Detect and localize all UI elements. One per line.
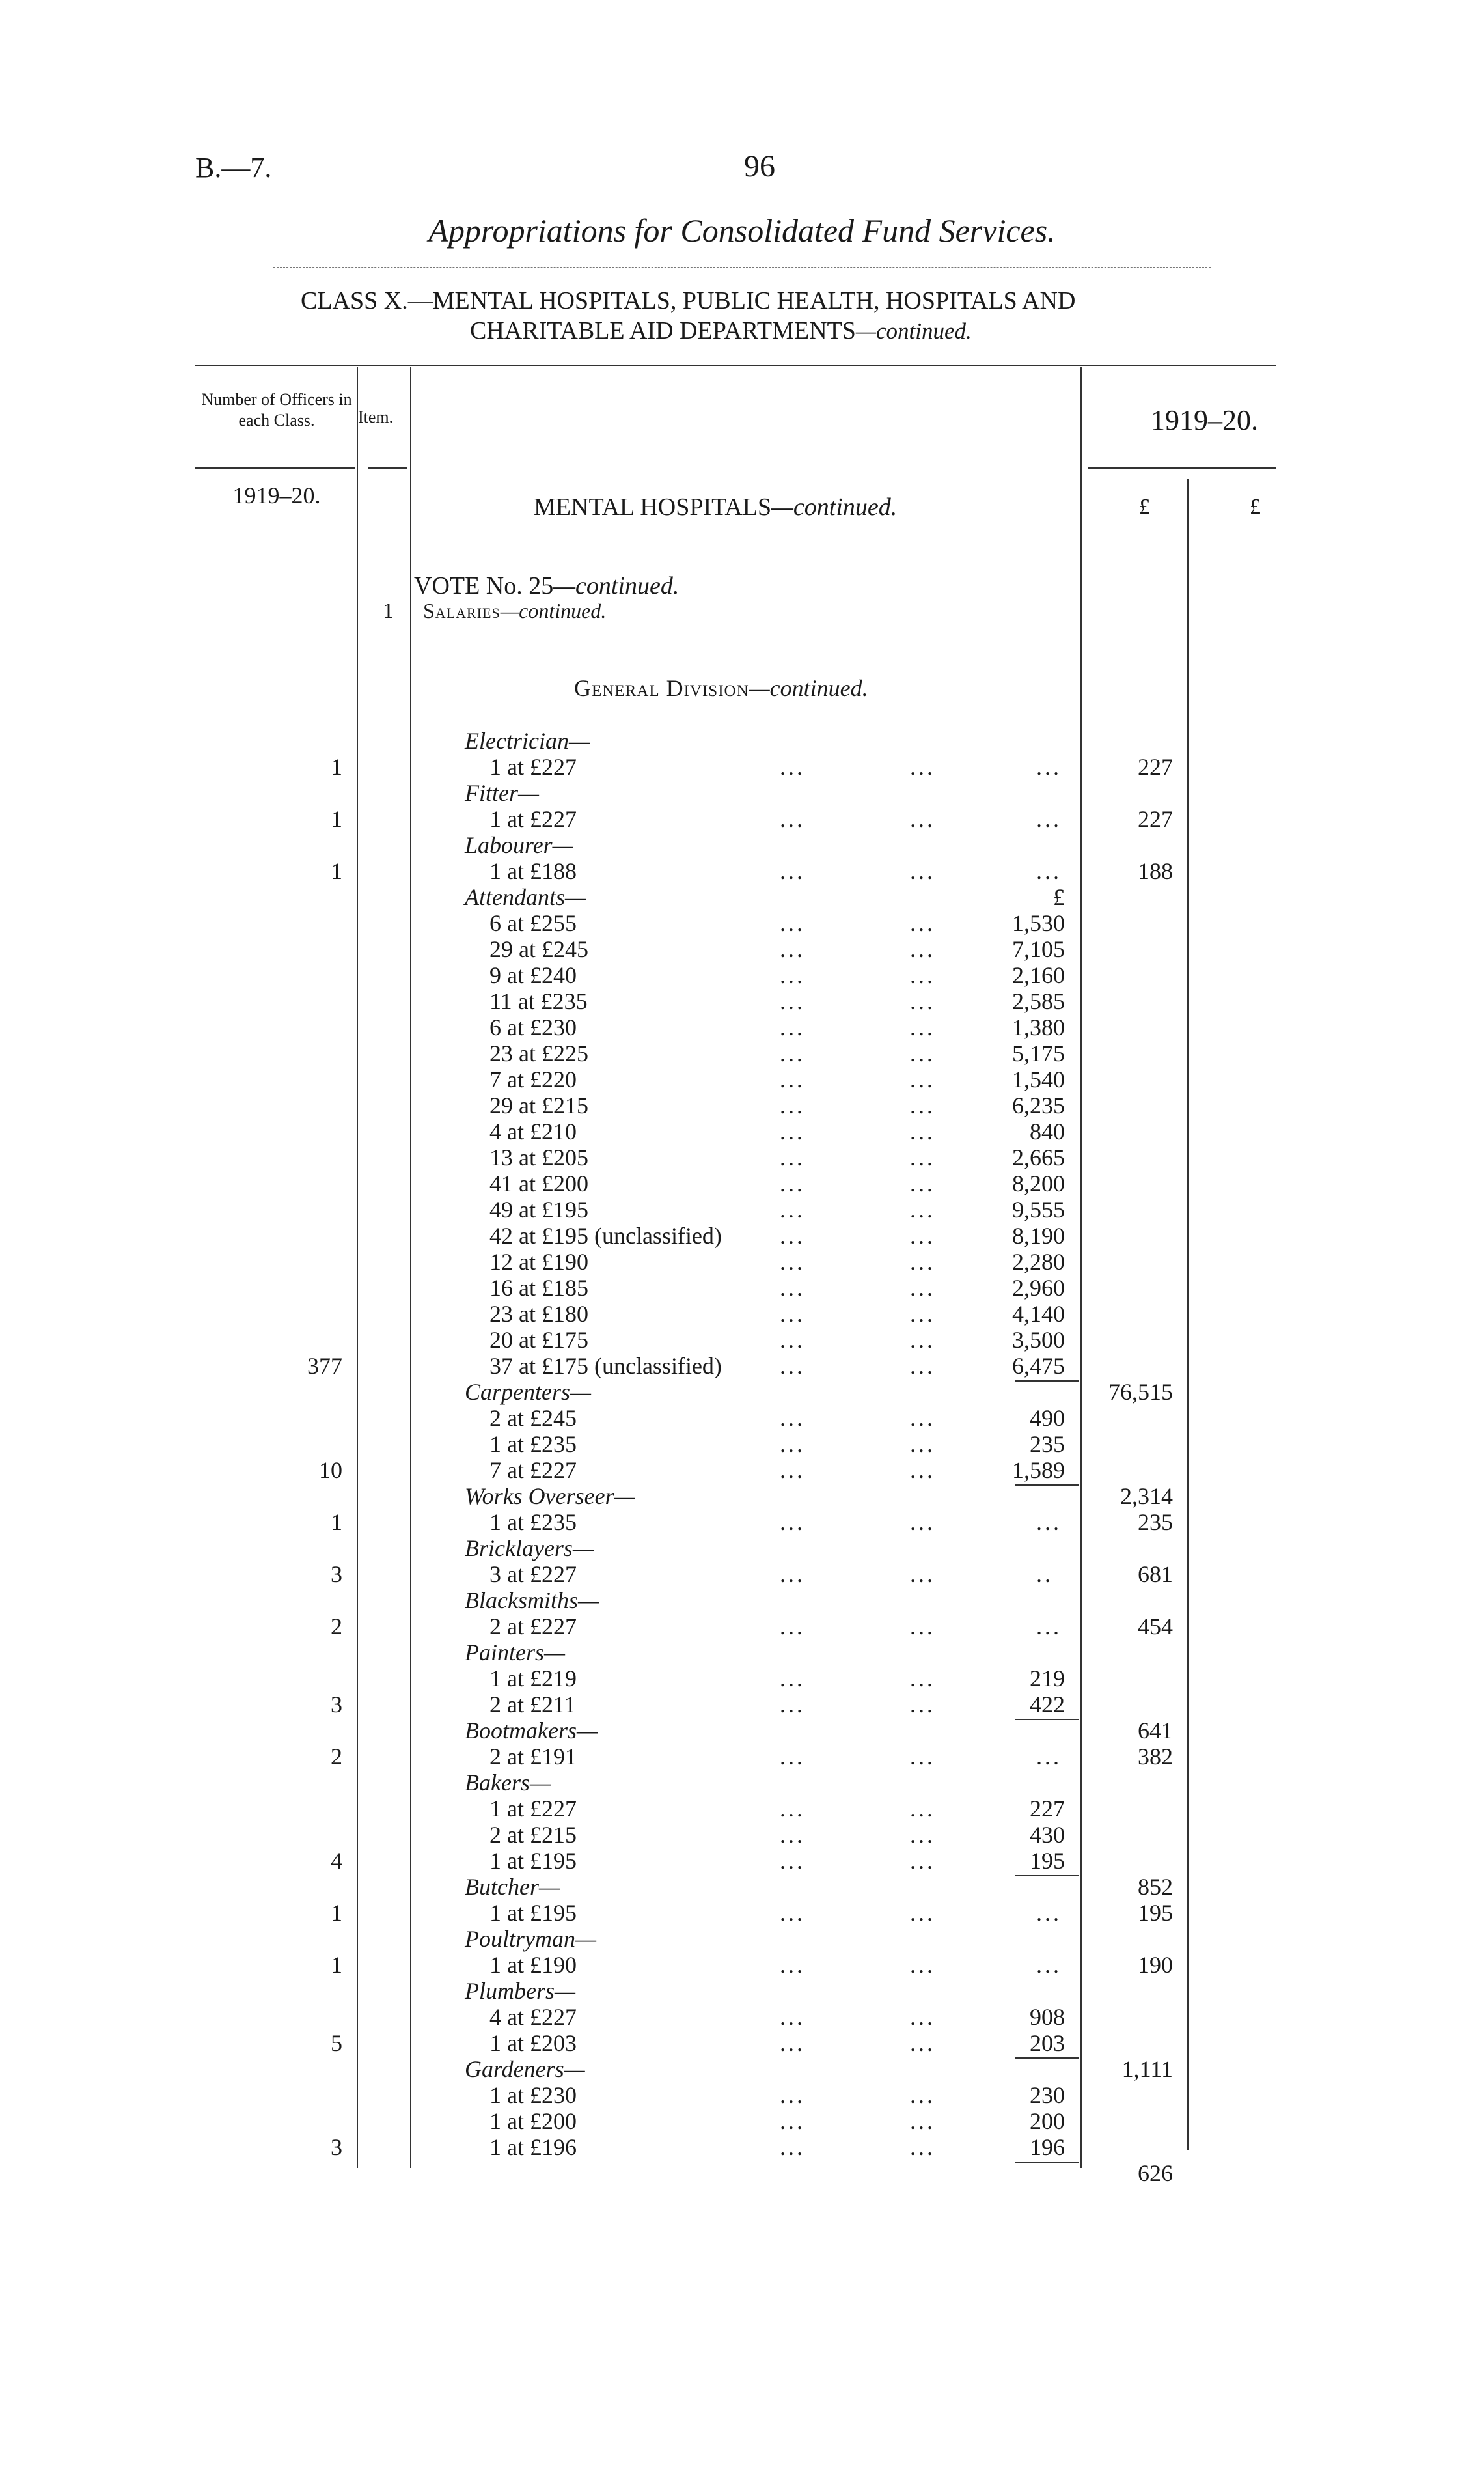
officer-count: 1: [331, 754, 342, 780]
leader-dots: ...: [910, 1327, 935, 1353]
leader-dots: ...: [910, 1353, 935, 1379]
rate-label: 13 at £205: [489, 1145, 588, 1171]
pound-sign-amount: £: [1139, 495, 1150, 519]
rate-label: 1 at £203: [489, 2030, 577, 2056]
leader-dots: ...: [910, 1040, 935, 1066]
leader-dots: ...: [780, 1796, 805, 1822]
officer-count: 2: [331, 1744, 342, 1770]
leader-dots: ...: [780, 962, 805, 988]
vote-suffix: —continued.: [553, 572, 680, 600]
table-row: [0, 806, 1484, 832]
leader-dots: ...: [910, 1691, 935, 1718]
rate-label: 1 at £200: [489, 2108, 577, 2134]
rate-label: 1 at £230: [489, 2082, 577, 2108]
officers-head-rule: [195, 467, 355, 469]
leader-dots: ...: [780, 1744, 805, 1770]
officer-count: 1: [331, 1900, 342, 1926]
line-amount: 196: [1030, 2134, 1065, 2160]
leader-dots: ...: [780, 1613, 805, 1639]
subtotal-amount: 227: [1138, 754, 1173, 780]
table-row: [0, 2004, 1484, 2030]
leader-dots: ...: [910, 1119, 935, 1145]
line-amount: 2,280: [1012, 1249, 1065, 1275]
officer-count: 1: [331, 858, 342, 884]
category-label: Works Overseer—: [465, 1483, 635, 1509]
rate-label: 2 at £215: [489, 1822, 577, 1848]
general-division-text: General Division: [574, 675, 749, 701]
general-division-suffix: —continued.: [749, 675, 868, 701]
table-row: [0, 1353, 1484, 1379]
rate-label: 20 at £175: [489, 1327, 588, 1353]
rate-label: 1 at £196: [489, 2134, 577, 2160]
year-head-rule: [1088, 467, 1276, 469]
leader-dots: ...: [910, 1744, 935, 1770]
leader-dots: ...: [910, 1900, 935, 1926]
leader-dots: ...: [1036, 806, 1062, 832]
vote-text: VOTE No. 25: [414, 572, 554, 600]
page-number: 96: [744, 149, 775, 184]
line-amount: 430: [1030, 1822, 1065, 1848]
category-row: [0, 1483, 1484, 1509]
rate-label: 1 at £227: [489, 806, 577, 832]
table-row: [0, 1249, 1484, 1275]
category-label: Bricklayers—: [465, 1535, 594, 1561]
rate-label: 7 at £220: [489, 1066, 577, 1092]
officer-count: 1: [331, 1952, 342, 1978]
officer-count: 3: [331, 1561, 342, 1587]
table-row: [0, 1952, 1484, 1978]
leader-dots: ...: [780, 988, 805, 1014]
leader-dots: ...: [910, 910, 935, 936]
category-label: Poultryman—: [465, 1926, 596, 1952]
category-row: [0, 1770, 1484, 1796]
leader-dots: ...: [910, 1275, 935, 1301]
subtotal-amount: 1,111: [1121, 2056, 1173, 2082]
line-amount: 6,235: [1012, 1092, 1065, 1119]
table-row: [0, 1405, 1484, 1431]
leader-dots: ...: [780, 936, 805, 962]
table-row: [0, 1431, 1484, 1457]
leader-dots: ...: [910, 1457, 935, 1483]
rate-label: 42 at £195 (unclassified): [489, 1223, 722, 1249]
rate-label: 29 at £215: [489, 1092, 588, 1119]
category-label: Gardeners—: [465, 2056, 585, 2082]
rate-label: 49 at £195: [489, 1197, 588, 1223]
line-amount: 1,530: [1012, 910, 1065, 936]
leader-dots: ...: [780, 1249, 805, 1275]
rate-label: 1 at £195: [489, 1848, 577, 1874]
category-row: [0, 728, 1484, 754]
rate-label: 9 at £240: [489, 962, 577, 988]
subtotal-amount: 626: [1138, 2160, 1173, 2186]
rate-label: 1 at £235: [489, 1431, 577, 1457]
category-label: Butcher—: [465, 1874, 560, 1900]
table-top-rule: [195, 365, 1276, 366]
leader-dots: ...: [780, 1509, 805, 1535]
rate-label: 1 at £227: [489, 754, 577, 780]
leader-dots: ...: [780, 1952, 805, 1978]
leader-dots: ...: [780, 2004, 805, 2030]
table-row: [0, 1509, 1484, 1535]
subtotal-amount: 2,314: [1120, 1483, 1173, 1509]
section-title: [534, 493, 897, 522]
rate-label: 1 at £195: [489, 1900, 577, 1926]
subtotal-amount: 454: [1138, 1613, 1173, 1639]
rate-label: 23 at £180: [489, 1301, 588, 1327]
leader-dots: ...: [780, 1066, 805, 1092]
rate-label: 1 at £190: [489, 1952, 577, 1978]
line-amount: 200: [1030, 2108, 1065, 2134]
leader-dots: ...: [780, 1197, 805, 1223]
leader-dots: ...: [780, 806, 805, 832]
rate-label: 11 at £235: [489, 988, 588, 1014]
leader-dots: ...: [780, 1900, 805, 1926]
leader-dots: ...: [910, 1014, 935, 1040]
leader-dots: ...: [780, 1301, 805, 1327]
leader-dots: ...: [780, 1457, 805, 1483]
category-label: Carpenters—: [465, 1379, 592, 1405]
subtotal-amount: 852: [1138, 1874, 1173, 1900]
leader-dots: ...: [910, 1301, 935, 1327]
table-row: [0, 1275, 1484, 1301]
leader-dots: ...: [1036, 754, 1062, 780]
leader-dots: ...: [910, 1796, 935, 1822]
subtotal-amount: 641: [1138, 1718, 1173, 1744]
leader-dots: ...: [910, 2004, 935, 2030]
leader-dots: ...: [780, 2030, 805, 2056]
line-amount: 5,175: [1012, 1040, 1065, 1066]
rate-label: 6 at £230: [489, 1014, 577, 1040]
table-row: [0, 1092, 1484, 1119]
subtotal-amount: 382: [1138, 1744, 1173, 1770]
leader-dots: ...: [910, 1223, 935, 1249]
officer-count: 3: [331, 2134, 342, 2160]
leader-dots: ...: [910, 2082, 935, 2108]
salaries-heading: [423, 599, 606, 623]
category-label: Bakers—: [465, 1770, 551, 1796]
table-row: [0, 1561, 1484, 1587]
table-row: [0, 1223, 1484, 1249]
table-row: [0, 936, 1484, 962]
subtotal-amount: 235: [1138, 1509, 1173, 1535]
category-row: [0, 1874, 1484, 1900]
table-row: [0, 754, 1484, 780]
leader-dots: ...: [780, 1353, 805, 1379]
leader-dots: ...: [780, 1014, 805, 1040]
rate-label: 7 at £227: [489, 1457, 577, 1483]
category-row: [0, 1535, 1484, 1561]
item-head-rule: [368, 467, 407, 469]
leader-dots: ...: [910, 1249, 935, 1275]
leader-dots: ...: [780, 1561, 805, 1587]
total-row: [0, 2160, 1484, 2186]
category-row: [0, 2056, 1484, 2082]
rate-label: 1 at £227: [489, 1796, 577, 1822]
leader-dots: ...: [780, 2082, 805, 2108]
leader-dots: ...: [1036, 858, 1062, 884]
officer-count: 10: [319, 1457, 342, 1483]
leader-dots: ...: [910, 1613, 935, 1639]
category-row: [0, 1718, 1484, 1744]
category-label: Electrician—: [465, 728, 590, 754]
officers-column-header: Number of Officers in each Class.: [201, 390, 352, 430]
rate-label: 1 at £235: [489, 1509, 577, 1535]
rate-label: 1 at £188: [489, 858, 577, 884]
leader-dots: ...: [910, 1822, 935, 1848]
category-label: Fitter—: [465, 780, 539, 806]
line-amount: 2,160: [1012, 962, 1065, 988]
officer-count: 377: [307, 1353, 342, 1379]
leader-dots: ...: [910, 1848, 935, 1874]
table-row: [0, 1900, 1484, 1926]
leader-dots: ...: [1036, 1952, 1062, 1978]
class-heading-line1: CLASS X.—MENTAL HOSPITALS, PUBLIC HEALTH, HOSPITALS AND: [301, 287, 1076, 314]
salaries-text: Salaries: [423, 599, 501, 622]
rate-label: 2 at £227: [489, 1613, 577, 1639]
category-label: Labourer—: [465, 832, 573, 858]
table-row: [0, 1796, 1484, 1822]
rate-label: 6 at £255: [489, 910, 577, 936]
table-row: [0, 1145, 1484, 1171]
rate-label: 2 at £211: [489, 1691, 576, 1718]
line-amount: 4,140: [1012, 1301, 1065, 1327]
line-amount: 8,190: [1012, 1223, 1065, 1249]
salaries-suffix: —continued.: [500, 599, 607, 622]
leader-dots: ...: [910, 1405, 935, 1431]
table-row: [0, 962, 1484, 988]
line-amount: 2,585: [1012, 988, 1065, 1014]
category-row: [0, 1926, 1484, 1952]
officer-count: 5: [331, 2030, 342, 2056]
line-amount: 490: [1030, 1405, 1065, 1431]
category-row: [0, 832, 1484, 858]
rate-label: 1 at £219: [489, 1665, 577, 1691]
category-row: [0, 1587, 1484, 1613]
line-amount: 9,555: [1012, 1197, 1065, 1223]
line-amount: 195: [1030, 1848, 1065, 1874]
officers-year-label: 1919–20.: [232, 482, 321, 508]
category-row: [0, 1379, 1484, 1405]
category-label: Attendants—: [465, 884, 586, 910]
item-column-header: Item.: [358, 408, 394, 426]
leader-dots: ...: [910, 1509, 935, 1535]
class-heading-suffix: —continued.: [855, 318, 972, 344]
line-amount: 1,380: [1012, 1014, 1065, 1040]
subtotal-amount: 190: [1138, 1952, 1173, 1978]
section-title-suffix: —continued.: [771, 494, 898, 521]
leader-dots: ...: [780, 1275, 805, 1301]
page-subtitle: Appropriations for Consolidated Fund Services.: [428, 212, 1056, 249]
officer-count: 1: [331, 1509, 342, 1535]
leader-dots: ...: [780, 1822, 805, 1848]
rate-label: 16 at £185: [489, 1275, 588, 1301]
leader-dots: ...: [910, 858, 935, 884]
line-amount: 908: [1030, 2004, 1065, 2030]
section-title-text: MENTAL HOSPITALS: [534, 494, 772, 521]
table-row: [0, 1301, 1484, 1327]
subtotal-amount: 227: [1138, 806, 1173, 832]
table-row: [0, 1665, 1484, 1691]
officer-count: 1: [331, 806, 342, 832]
table-row: [0, 910, 1484, 936]
category-label: Painters—: [465, 1639, 566, 1665]
leader-dots: ...: [1036, 1613, 1062, 1639]
subtotal-amount: 195: [1138, 1900, 1173, 1926]
line-amount: 3,500: [1012, 1327, 1065, 1353]
general-division-heading: [574, 675, 868, 702]
class-heading-line2: [470, 316, 972, 345]
table-row: [0, 1066, 1484, 1092]
table-row: [0, 1197, 1484, 1223]
rate-label: 2 at £245: [489, 1405, 577, 1431]
table-row: [0, 988, 1484, 1014]
rate-label: 12 at £190: [489, 1249, 588, 1275]
line-amount: 203: [1030, 2030, 1065, 2056]
leader-dots: ...: [1036, 1900, 1062, 1926]
table-row: [0, 858, 1484, 884]
line-amount: 7,105: [1012, 936, 1065, 962]
line-amount: 8,200: [1012, 1171, 1065, 1197]
rate-label: 4 at £227: [489, 2004, 577, 2030]
table-row: [0, 2134, 1484, 2160]
subtitle-rule: [273, 267, 1211, 268]
leader-dots: ...: [910, 2134, 935, 2160]
rate-label: 23 at £225: [489, 1040, 588, 1066]
leader-dots: ...: [910, 754, 935, 780]
category-row: [0, 1978, 1484, 2004]
line-amount: 235: [1030, 1431, 1065, 1457]
subtotal-amount: 681: [1138, 1561, 1173, 1587]
leader-dots: ...: [910, 1561, 935, 1587]
leader-dots: ...: [780, 858, 805, 884]
line-amount: 219: [1030, 1665, 1065, 1691]
subtotal-amount: 188: [1138, 858, 1173, 884]
category-row: [0, 1639, 1484, 1665]
leader-dots: ...: [780, 2108, 805, 2134]
rate-label: 2 at £191: [489, 1744, 577, 1770]
leader-dots: ...: [780, 1040, 805, 1066]
item-number: 1: [383, 599, 394, 623]
line-amount: 230: [1030, 2082, 1065, 2108]
line-amount: 840: [1030, 1119, 1065, 1145]
leader-dots: ...: [910, 1665, 935, 1691]
leader-dots: ...: [780, 1848, 805, 1874]
leader-dots: ...: [1036, 1744, 1062, 1770]
table-row: [0, 1848, 1484, 1874]
category-label: Bootmakers—: [465, 1718, 598, 1744]
leader-dots: ...: [780, 1405, 805, 1431]
table-row: [0, 1171, 1484, 1197]
table-row: [0, 2030, 1484, 2056]
leader-dots: ...: [910, 1197, 935, 1223]
table-row: [0, 1822, 1484, 1848]
category-label: Plumbers—: [465, 1978, 575, 2004]
line-amount: 422: [1030, 1691, 1065, 1718]
table-row: [0, 1613, 1484, 1639]
table-row: [0, 1457, 1484, 1483]
leader-dots: ...: [910, 1952, 935, 1978]
leader-dots: ...: [910, 1145, 935, 1171]
leader-dots: ...: [780, 1327, 805, 1353]
officer-count: 2: [331, 1613, 342, 1639]
leader-dots: ...: [780, 1092, 805, 1119]
line-amount: 2,960: [1012, 1275, 1065, 1301]
line-amount: 2,665: [1012, 1145, 1065, 1171]
leader-dots: ...: [910, 2108, 935, 2134]
rate-label: 37 at £175 (unclassified): [489, 1353, 722, 1379]
leader-dots: ...: [910, 988, 935, 1014]
leader-dots: ...: [780, 1223, 805, 1249]
rate-label: 29 at £245: [489, 936, 588, 962]
leader-dots: ...: [910, 962, 935, 988]
document-reference: B.—7.: [195, 152, 272, 184]
table-row: [0, 1040, 1484, 1066]
pound-sign-total: £: [1250, 495, 1261, 519]
leader-dots: ...: [910, 1092, 935, 1119]
category-row: [0, 780, 1484, 806]
leader-dots: ...: [780, 1431, 805, 1457]
leader-dots: ...: [910, 1066, 935, 1092]
table-row: [0, 1119, 1484, 1145]
leader-dots: ...: [780, 1691, 805, 1718]
year-column-header: 1919–20.: [1151, 404, 1258, 436]
line-amount: £: [1053, 884, 1065, 910]
leader-dots: ...: [910, 1171, 935, 1197]
line-amount: 1,589: [1012, 1457, 1065, 1483]
leader-dots: ...: [910, 1431, 935, 1457]
subtotal-amount: 76,515: [1108, 1379, 1173, 1405]
leader-dots: ...: [780, 1171, 805, 1197]
rate-label: 41 at £200: [489, 1171, 588, 1197]
rate-label: 4 at £210: [489, 1119, 577, 1145]
rate-label: 3 at £227: [489, 1561, 577, 1587]
leader-dots: ...: [780, 754, 805, 780]
table-row: [0, 1744, 1484, 1770]
leader-dots: ...: [780, 1665, 805, 1691]
leader-dots: ..: [1036, 1561, 1053, 1587]
table-row: [0, 1014, 1484, 1040]
table-row: [0, 2082, 1484, 2108]
leader-dots: ...: [780, 1145, 805, 1171]
leader-dots: ...: [910, 936, 935, 962]
vote-heading: [414, 572, 679, 600]
table-row: [0, 1327, 1484, 1353]
leader-dots: ...: [780, 910, 805, 936]
leader-dots: ...: [1036, 1509, 1062, 1535]
leader-dots: ...: [910, 2030, 935, 2056]
officer-count: 4: [331, 1848, 342, 1874]
leader-dots: ...: [780, 1119, 805, 1145]
table-row: [0, 2108, 1484, 2134]
leader-dots: ...: [910, 806, 935, 832]
line-amount: 1,540: [1012, 1066, 1065, 1092]
category-label: Blacksmiths—: [465, 1587, 599, 1613]
line-amount: 6,475: [1012, 1353, 1065, 1379]
officer-count: 3: [331, 1691, 342, 1718]
category-row: [0, 884, 1484, 910]
leader-dots: ...: [780, 2134, 805, 2160]
line-amount: 227: [1030, 1796, 1065, 1822]
class-heading-text: CHARITABLE AID DEPARTMENTS: [470, 317, 856, 344]
table-row: [0, 1691, 1484, 1718]
